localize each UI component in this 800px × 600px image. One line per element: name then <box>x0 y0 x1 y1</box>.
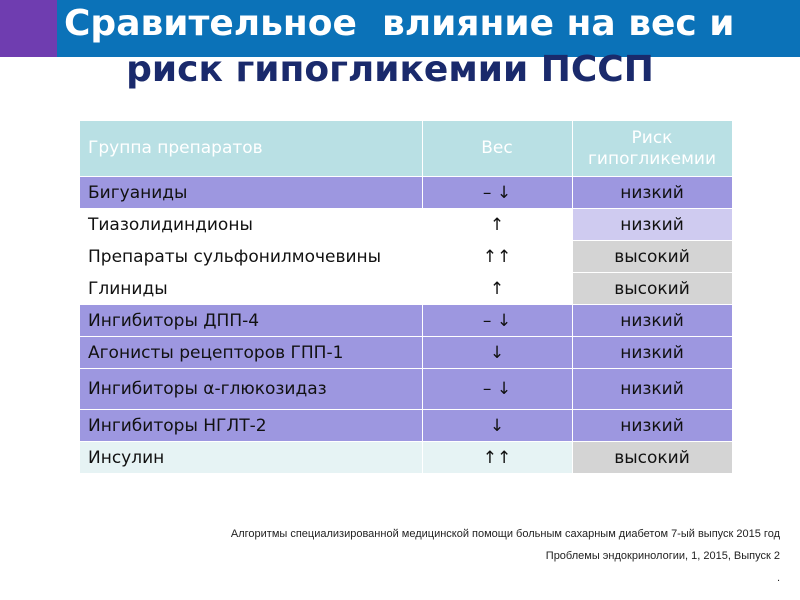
drug-group-cell: Препараты сульфонилмочевины <box>80 241 422 273</box>
drug-group-cell: Ингибиторы ДПП-4 <box>80 305 422 337</box>
table-row <box>80 305 732 337</box>
risk-cell: высокий <box>572 442 732 474</box>
weight-effect-cell: – ↓ <box>422 369 572 410</box>
table-row <box>80 209 732 241</box>
risk-cell: низкий <box>572 305 732 337</box>
reference-line: . <box>776 572 780 584</box>
drug-group-cell: Ингибиторы α-глюкозидаз <box>80 369 422 410</box>
weight-effect-cell: ↑↑ <box>422 442 572 474</box>
table-header-row <box>80 121 732 177</box>
drug-comparison-table <box>80 121 733 473</box>
table-row <box>80 273 732 305</box>
drug-group-cell: Глиниды <box>80 273 422 305</box>
weight-effect-cell: – ↓ <box>422 177 572 209</box>
header-weight: Вес <box>422 121 572 177</box>
weight-effect-cell: – ↓ <box>422 305 572 337</box>
header-hypoglycemia-risk: Риск гипогликемии <box>572 121 732 177</box>
risk-cell: низкий <box>572 177 732 209</box>
risk-cell: высокий <box>572 241 732 273</box>
slide-title-line1: Сравительное влияние на вес и <box>64 3 735 44</box>
weight-effect-cell: ↑ <box>422 273 572 305</box>
risk-cell: низкий <box>572 410 732 442</box>
drug-group-cell: Ингибиторы НГЛТ-2 <box>80 410 422 442</box>
table-row <box>80 241 732 273</box>
table-row <box>80 369 732 410</box>
risk-cell: высокий <box>572 273 732 305</box>
table-row <box>80 410 732 442</box>
table-row <box>80 177 732 209</box>
reference-line: Алгоритмы специализированной медицинской помощи больным сахарным диабетом 7-ый выпуск 2015 год <box>230 528 780 540</box>
weight-effect-cell: ↑↑ <box>422 241 572 273</box>
risk-cell: низкий <box>572 337 732 369</box>
references <box>231 523 780 589</box>
drug-group-cell: Тиазолидиндионы <box>80 209 422 241</box>
weight-effect-cell: ↑ <box>422 209 572 241</box>
title-accent-square <box>0 0 57 57</box>
table-row <box>80 442 732 474</box>
header-drug-group: Группа препаратов <box>80 121 422 177</box>
slide-title-line2: риск гипогликемии ПССП <box>126 49 654 90</box>
drug-group-cell: Агонисты рецепторов ГПП-1 <box>80 337 422 369</box>
weight-effect-cell: ↓ <box>422 337 572 369</box>
risk-cell: низкий <box>572 209 732 241</box>
drug-group-cell: Бигуаниды <box>80 177 422 209</box>
risk-cell: низкий <box>572 369 732 410</box>
table-row <box>80 337 732 369</box>
weight-effect-cell: ↓ <box>422 410 572 442</box>
reference-line: Проблемы эндокринологии, 1, 2015, Выпуск 2 <box>545 550 780 562</box>
drug-group-cell: Инсулин <box>80 442 422 474</box>
